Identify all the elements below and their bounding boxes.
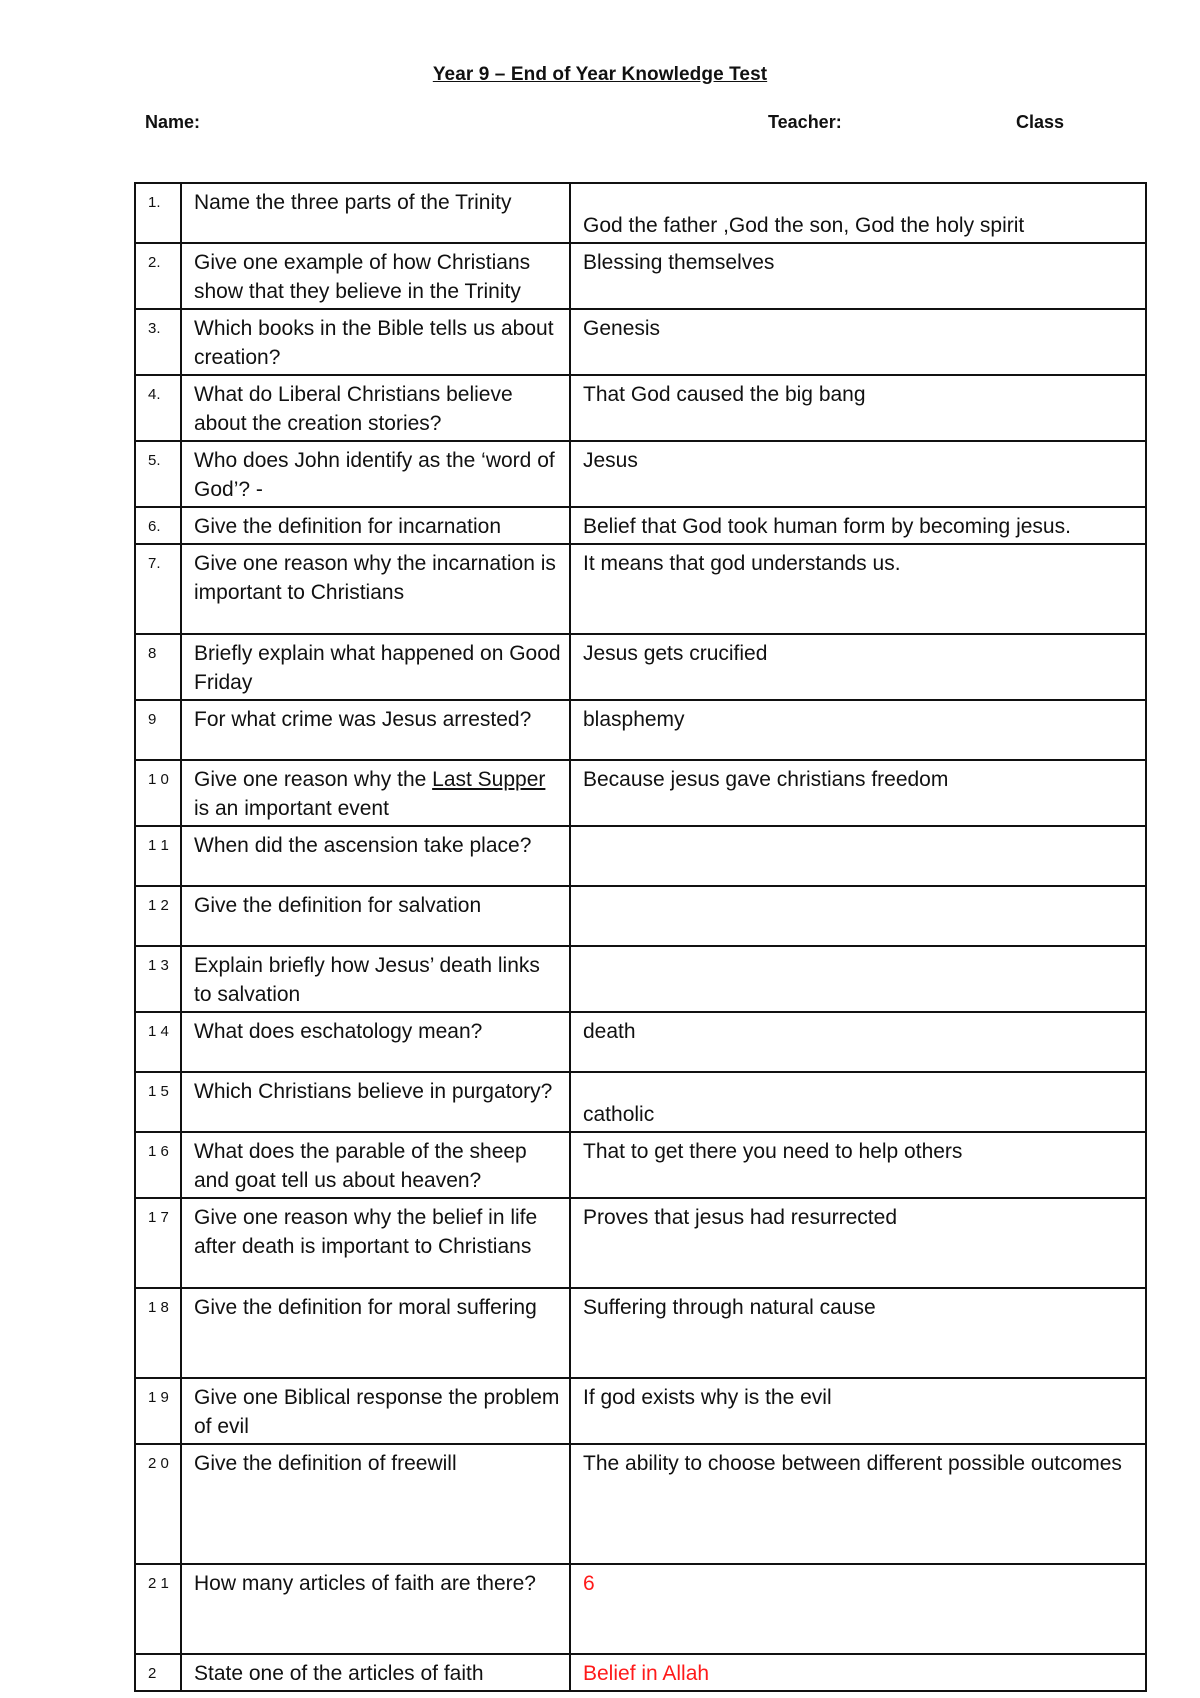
answer-text: That God caused the big bang <box>570 375 1146 441</box>
table-row <box>135 1288 1146 1378</box>
question-text: Briefly explain what happened on Good Friday <box>181 634 570 700</box>
table-row <box>135 634 1146 700</box>
name-label: Name: <box>145 112 201 132</box>
question-number: 1 8 <box>135 1288 181 1378</box>
question-number: 1 1 <box>135 826 181 886</box>
teacher-label: Teacher: <box>768 112 842 132</box>
question-text: Explain briefly how Jesus’ death links to salvation <box>181 946 570 1012</box>
question-text-part: Give one reason why the <box>194 768 433 791</box>
table-row <box>135 1654 1146 1691</box>
table-row <box>135 441 1146 507</box>
answer-text <box>570 886 1146 946</box>
question-text: Give one reason why the incarnation is important to Christians <box>181 544 570 634</box>
table-row <box>135 1198 1146 1288</box>
question-number: 6. <box>135 507 181 544</box>
answer-text: Jesus <box>570 441 1146 507</box>
table-row <box>135 1132 1146 1198</box>
answer-text: The ability to choose between different possible outcomes <box>570 1444 1146 1564</box>
answer-text: If god exists why is the evil <box>570 1378 1146 1444</box>
question-text: What do Liberal Christians believe about the creation stories? <box>181 375 570 441</box>
table-row <box>135 1564 1146 1654</box>
question-text: Give the definition for salvation <box>181 886 570 946</box>
last-supper-underline: Last Supper <box>432 768 546 791</box>
answer-text: catholic <box>570 1072 1146 1132</box>
question-text: Who does John identify as the ‘word of God’? - <box>181 441 570 507</box>
table-row <box>135 1378 1146 1444</box>
table-row <box>135 760 1146 826</box>
question-text: For what crime was Jesus arrested? <box>181 700 570 760</box>
answer-text: It means that god understands us. <box>570 544 1146 634</box>
question-text-part: is an important event <box>194 797 389 820</box>
question-text: Give one reason why the belief in life after death is important to Christians <box>181 1198 570 1288</box>
question-number: 1 0 <box>135 760 181 826</box>
question-number: 1. <box>135 183 181 243</box>
quiz-table <box>134 182 1147 1692</box>
table-row <box>135 507 1146 544</box>
question-number: 2 1 <box>135 1564 181 1654</box>
question-number: 3. <box>135 309 181 375</box>
table-row <box>135 946 1146 1012</box>
question-number: 2 <box>135 1654 181 1691</box>
page-title: Year 9 – End of Year Knowledge Test <box>432 64 768 85</box>
table-row <box>135 544 1146 634</box>
table-row <box>135 700 1146 760</box>
table-row <box>135 1444 1146 1564</box>
question-number: 4. <box>135 375 181 441</box>
question-text: What does eschatology mean? <box>181 1012 570 1072</box>
question-text <box>181 760 570 826</box>
question-text: Give the definition for incarnation <box>181 507 570 544</box>
answer-text <box>570 826 1146 886</box>
table-row <box>135 1012 1146 1072</box>
table-row <box>135 243 1146 309</box>
question-number: 1 7 <box>135 1198 181 1288</box>
question-text: Which Christians believe in purgatory? <box>181 1072 570 1132</box>
table-row <box>135 886 1146 946</box>
question-number: 9 <box>135 700 181 760</box>
question-text: Name the three parts of the Trinity <box>181 183 570 243</box>
answer-text: God the father ,God the son, God the holy spirit <box>570 183 1146 243</box>
question-number: 1 2 <box>135 886 181 946</box>
question-number: 1 4 <box>135 1012 181 1072</box>
question-number: 1 5 <box>135 1072 181 1132</box>
question-text: Give one example of how Christians show that they believe in the Trinity <box>181 243 570 309</box>
answer-text: That to get there you need to help others <box>570 1132 1146 1198</box>
answer-text-red: 6 <box>570 1564 1146 1654</box>
answer-text: Genesis <box>570 309 1146 375</box>
table-row <box>135 375 1146 441</box>
table-row <box>135 1072 1146 1132</box>
question-number: 8 <box>135 634 181 700</box>
question-number: 2. <box>135 243 181 309</box>
answer-text: Blessing themselves <box>570 243 1146 309</box>
answer-text: Suffering through natural cause <box>570 1288 1146 1378</box>
question-text: Give the definition of freewill <box>181 1444 570 1564</box>
table-row <box>135 183 1146 243</box>
question-text: What does the parable of the sheep and goat tell us about heaven? <box>181 1132 570 1198</box>
answer-text: death <box>570 1012 1146 1072</box>
answer-text: Jesus gets crucified <box>570 634 1146 700</box>
table-row <box>135 826 1146 886</box>
class-label: Class <box>1016 112 1065 132</box>
table-row <box>135 309 1146 375</box>
question-number: 7. <box>135 544 181 634</box>
answer-text: blasphemy <box>570 700 1146 760</box>
question-text: Give one Biblical response the problem of evil <box>181 1378 570 1444</box>
question-number: 1 6 <box>135 1132 181 1198</box>
question-text: How many articles of faith are there? <box>181 1564 570 1654</box>
answer-text <box>570 946 1146 1012</box>
answer-text: Proves that jesus had resurrected <box>570 1198 1146 1288</box>
question-text: Which books in the Bible tells us about creation? <box>181 309 570 375</box>
question-number: 1 3 <box>135 946 181 1012</box>
question-number: 1 9 <box>135 1378 181 1444</box>
question-number: 5. <box>135 441 181 507</box>
question-number: 2 0 <box>135 1444 181 1564</box>
question-text: When did the ascension take place? <box>181 826 570 886</box>
question-text: Give the definition for moral suffering <box>181 1288 570 1378</box>
answer-text-red: Belief in Allah <box>570 1654 1146 1691</box>
answer-text: Belief that God took human form by becoming jesus. <box>570 507 1146 544</box>
question-text: State one of the articles of faith <box>181 1654 570 1691</box>
answer-text: Because jesus gave christians freedom <box>570 760 1146 826</box>
